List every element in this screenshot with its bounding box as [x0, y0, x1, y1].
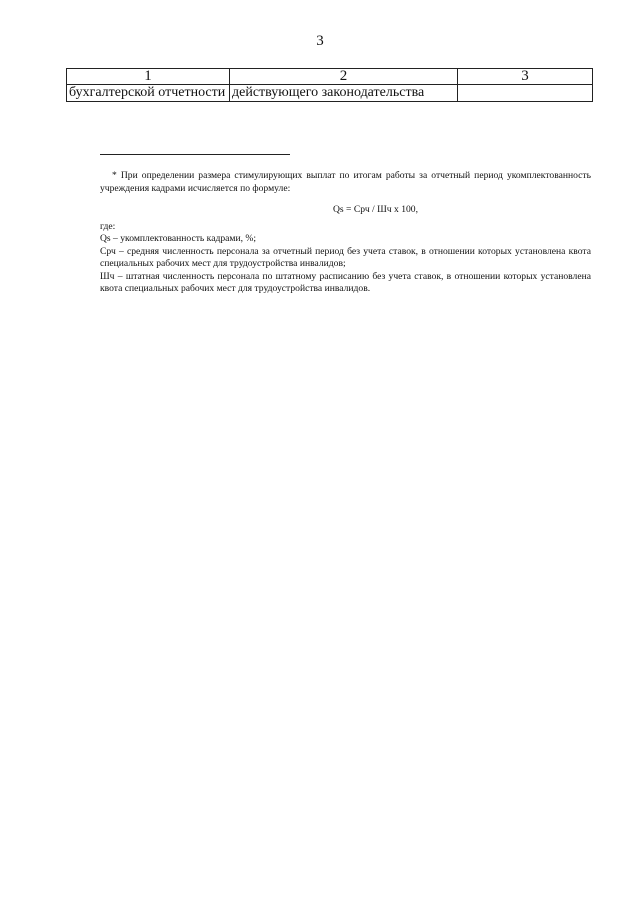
definition-qs: Qs – укомплектованность кадрами, %; [100, 233, 257, 244]
table-row [67, 85, 593, 102]
table-cell: бухгалтерской отчетности [67, 85, 230, 102]
footnote-separator [100, 154, 290, 155]
page-number: 3 [316, 33, 324, 49]
table-header-row [67, 69, 593, 85]
footnote-where: где: [100, 220, 116, 232]
definition-shch: Шч – штатная численность персонала по штатному расписанию без учета ставок, в отношении которых установлена квота специальных рабочих мест для трудоустройства инвалидов. [100, 270, 591, 294]
column-number-2: 2 [230, 69, 458, 85]
table-cell [458, 85, 593, 102]
definition-srch: Срч – средняя численность персонала за отчетный период без учета ставок, в отношении которых установлена квота специальных рабочих мест для трудоустройства инвалидов; [100, 245, 591, 269]
continuation-table [66, 68, 593, 102]
table-cell: действующего законодательства [230, 85, 458, 102]
column-number-3: 3 [458, 69, 593, 85]
footnote-intro: * При определении размера стимулирующих выплат по итогам работы за отчетный период укомплектованность учреждения кадрами исчисляется по формуле: [100, 170, 591, 194]
column-number-1: 1 [67, 69, 230, 85]
staffing-formula: Qs = Срч / Шч х 100, [333, 204, 418, 215]
footnote [100, 170, 591, 296]
